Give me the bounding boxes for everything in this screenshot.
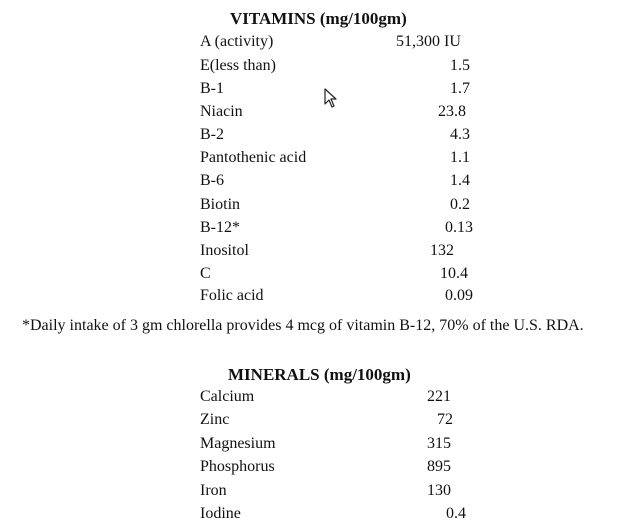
vitamin-value: 0.13 (445, 219, 473, 236)
vitamin-value: 4.3 (450, 126, 470, 143)
vitamin-row-b2 (0, 126, 643, 149)
vitamin-name: Folic acid (200, 287, 264, 304)
mineral-name: Zinc (200, 411, 230, 428)
mineral-row-zinc (0, 411, 643, 434)
vitamin-value: 51,300 IU (396, 33, 461, 50)
mineral-value: 315 (427, 435, 451, 452)
vitamin-value: 1.7 (450, 80, 470, 97)
mineral-row-magnesium (0, 435, 643, 458)
vitamin-row-folic (0, 287, 643, 310)
vitamin-value: 132 (430, 242, 454, 259)
mouse-cursor-icon (324, 88, 338, 108)
vitamin-row-e (0, 57, 643, 80)
vitamin-value: 0.2 (450, 196, 470, 213)
mineral-name: Phosphorus (200, 458, 275, 475)
vitamin-name: B-12* (200, 219, 240, 236)
vitamin-name: Biotin (200, 196, 241, 213)
vitamin-row-c (0, 265, 643, 288)
mineral-row-phosphorus (0, 458, 643, 481)
vitamin-name: A (activity) (200, 33, 274, 50)
vitamin-value: 0.09 (445, 287, 473, 304)
vitamin-value: 23.8 (438, 103, 466, 120)
vitamin-row-b6 (0, 172, 643, 195)
mineral-value: 221 (427, 388, 451, 405)
vitamin-value: 1.4 (450, 172, 470, 189)
mineral-value: 895 (427, 458, 451, 475)
vitamin-name: B-1 (200, 80, 224, 97)
mineral-value: 72 (437, 411, 453, 428)
mineral-name: Iodine (200, 505, 241, 522)
vitamin-name: Inositol (200, 242, 249, 259)
mineral-value: 0.4 (446, 505, 466, 522)
vitamin-row-niacin (0, 103, 643, 126)
vitamin-value: 10.4 (440, 265, 468, 282)
mineral-row-iodine (0, 505, 643, 528)
vitamin-row-a (0, 33, 643, 56)
mineral-row-calcium (0, 388, 643, 411)
minerals-heading: MINERALS (mg/100gm) (228, 365, 411, 384)
footnote: *Daily intake of 3 gm chlorella provides 4 mcg of vitamin B-12, 70% of the U.S. RDA. (22, 317, 584, 334)
vitamin-name: C (200, 265, 211, 282)
mineral-name: Calcium (200, 388, 255, 405)
vitamins-heading: VITAMINS (mg/100gm) (230, 9, 407, 28)
vitamin-value: 1.5 (450, 57, 470, 74)
vitamin-name: Niacin (200, 103, 243, 120)
vitamin-row-b12 (0, 219, 643, 242)
vitamin-name: E(less than) (200, 57, 276, 74)
mineral-name: Magnesium (200, 435, 276, 452)
vitamin-row-inositol (0, 242, 643, 265)
vitamin-row-pantothenic (0, 149, 643, 172)
mineral-row-iron (0, 482, 643, 505)
mineral-value: 130 (427, 482, 451, 499)
vitamin-name: B-6 (200, 172, 224, 189)
mineral-name: Iron (200, 482, 227, 499)
vitamin-name: Pantothenic acid (200, 149, 307, 166)
vitamin-row-b1 (0, 80, 643, 103)
vitamin-name: B-2 (200, 126, 224, 143)
vitamin-row-biotin (0, 196, 643, 219)
vitamin-value: 1.1 (450, 149, 470, 166)
